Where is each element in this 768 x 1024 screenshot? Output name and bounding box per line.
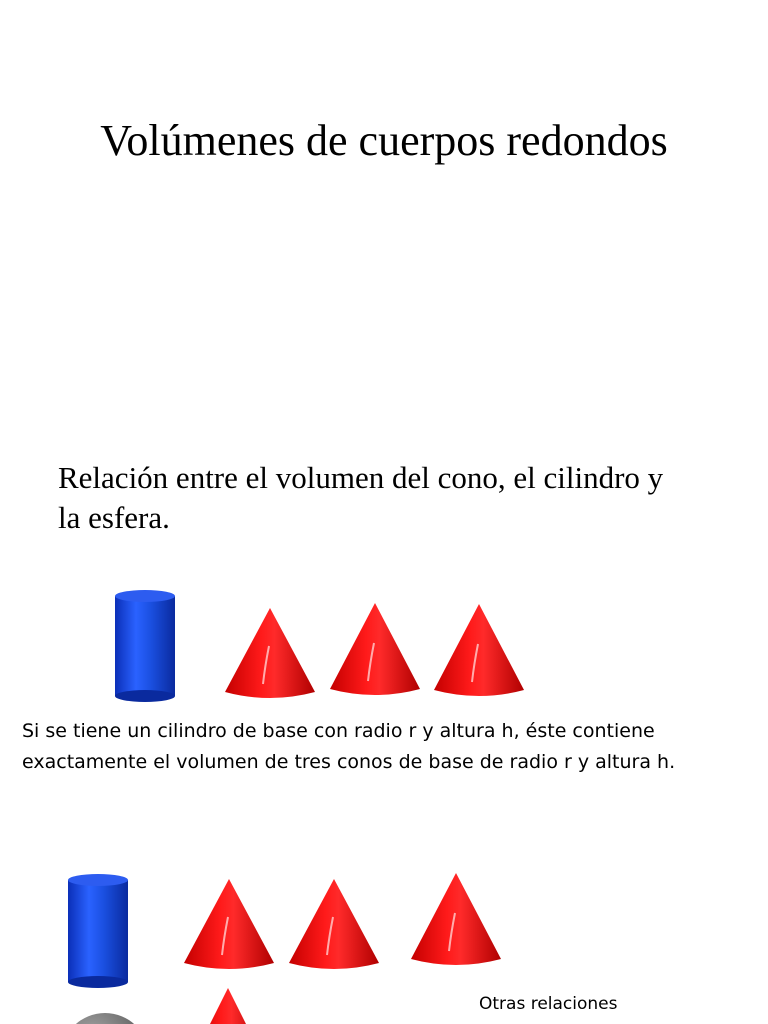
red-cone-icon: [223, 606, 317, 702]
slide-subtitle: Relación entre el volumen del cono, el cilindro y la esfera.: [58, 460, 664, 535]
blue-cylinder-icon: [67, 872, 129, 990]
gray-sphere-icon: [60, 1012, 150, 1024]
slide-title: Volúmenes de cuerpos redondos: [100, 116, 668, 165]
red-cone-icon: [182, 877, 276, 973]
blue-cylinder-icon: [114, 588, 176, 704]
red-cone-icon: [287, 877, 381, 973]
red-cone-icon: [200, 986, 256, 1024]
red-cone-icon: [328, 601, 422, 699]
red-cone-icon: [432, 602, 526, 700]
other-relations-caption: Otras relaciones: [479, 994, 618, 1014]
explanation-paragraph: Si se tiene un cilindro de base con radio r y altura h, éste contiene exactamente el volumen de tres conos de base de radio r y altura h.: [22, 720, 676, 773]
red-cone-icon: [409, 871, 503, 969]
